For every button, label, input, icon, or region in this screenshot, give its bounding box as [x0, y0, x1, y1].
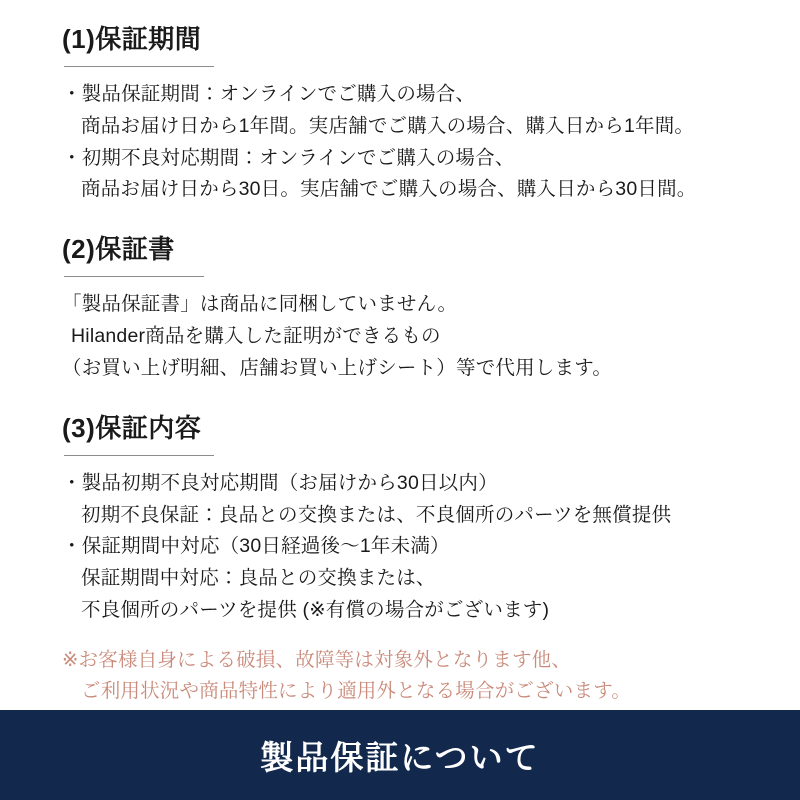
section-warranty-certificate	[62, 232, 766, 384]
list-item	[62, 531, 766, 626]
bullet-line: 商品お届け日から30日。実店舗でご購入の場合、購入日から30日間。	[81, 178, 697, 201]
bullet-line: ・製品初期不良対応期間（お届けから30日以内）	[62, 471, 498, 494]
warranty-period-list	[62, 79, 766, 206]
bullet-line: ・保証期間中対応（30日経過後〜1年未満）	[62, 535, 450, 558]
section-title-warranty-certificate: (2)保証書	[62, 234, 175, 265]
bullet-line: 初期不良保証：良品との交換または、不良個所のパーツを無償提供	[81, 503, 672, 526]
bullet-line: ・製品保証期間：オンラインでご購入の場合、	[62, 83, 476, 106]
paragraph-line: （お買い上げ明細、店舗お買い上げシート）等で代用します。	[62, 356, 613, 379]
paragraph-line: 「製品保証書」は商品に同梱していません。	[62, 293, 458, 316]
section-title-warranty-contents: (3)保証内容	[62, 412, 202, 443]
bullet-line: ・初期不良対応期間：オンラインでご購入の場合、	[62, 146, 515, 169]
warranty-contents-list	[62, 468, 766, 627]
bullet-line: 不良個所のパーツを提供 (※有償の場合がございます)	[81, 598, 550, 621]
title-underline	[64, 455, 214, 456]
note-line: ※お客様自身による破損、故障等は対象外となります他、	[62, 648, 572, 671]
footer-banner	[0, 710, 800, 800]
footer-banner-label: 製品保証について	[260, 738, 540, 776]
warranty-certificate-paragraph	[62, 289, 766, 384]
bullet-line: 保証期間中対応：良品との交換または、	[81, 567, 436, 590]
list-item	[62, 143, 766, 207]
section-title-warranty-period: (1)保証期間	[62, 24, 202, 54]
note-line: ご利用状況や商品特性により適用外となる場合がございます。	[81, 680, 632, 703]
paragraph-line: Hilander商品を購入した証明ができるもの	[71, 325, 441, 348]
list-item	[62, 468, 766, 532]
list-item	[62, 79, 766, 143]
title-underline	[64, 276, 204, 277]
title-underline	[64, 66, 214, 67]
bullet-line: 商品お届け日から1年間。実店舗でご購入の場合、購入日から1年間。	[81, 114, 695, 137]
section-warranty-period	[62, 22, 766, 206]
section-warranty-contents	[62, 411, 766, 627]
